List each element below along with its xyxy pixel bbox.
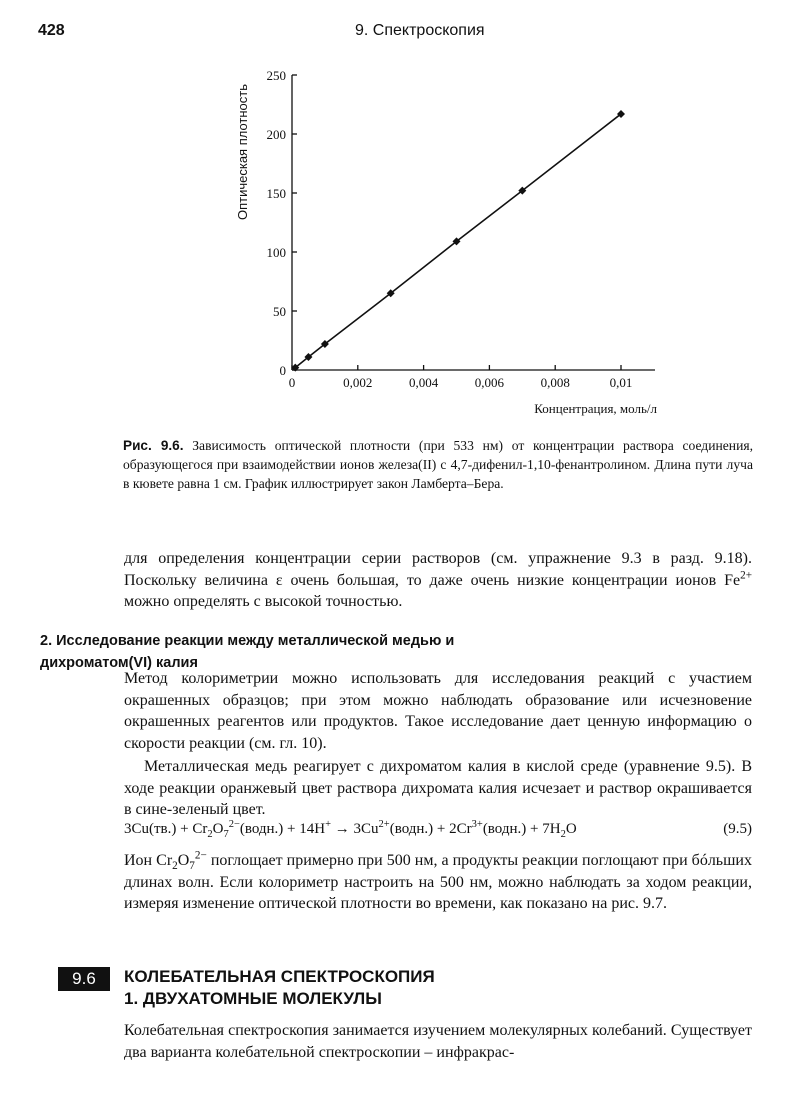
p1-text-b: можно определять с высокой точностью. bbox=[124, 593, 403, 610]
paragraph-3: Металлическая медь реагирует с дихроматом калия в кислой среде (уравнение 9.5). В ходе реакции оранжевый цвет раствора дихромата калия исчезает и раствор окрашивается в сине-зеленый цвет. bbox=[124, 758, 752, 818]
figure-caption bbox=[123, 436, 753, 493]
p4-text-b: поглощает примерно при 500 нм, а продукты реакции поглощают при бóльших длинах волн. Если колориметр настроить на 500 нм, можно наблюдать за ходом реакции, измеряя изменение оптической плотности во времени, как показано на рис. 9.7. bbox=[124, 852, 752, 912]
p1-superscript: 2+ bbox=[740, 569, 752, 582]
svg-text:50: 50 bbox=[273, 304, 286, 319]
p4-text-a: Ион Cr bbox=[124, 852, 173, 869]
svg-text:0: 0 bbox=[279, 363, 286, 378]
figure-label: Рис. 9.6. bbox=[123, 438, 184, 453]
x-axis-label: Концентрация, моль/л bbox=[534, 401, 657, 416]
section-heading bbox=[124, 966, 435, 1010]
svg-text:200: 200 bbox=[266, 127, 286, 142]
running-head: 9. Спектроскопия bbox=[355, 22, 485, 39]
svg-text:0,002: 0,002 bbox=[343, 375, 373, 390]
y-axis-label: Оптическая плотность bbox=[235, 83, 250, 221]
paragraph-1 bbox=[124, 548, 752, 613]
p1-text-a: для определения концентрации серии растворов (см. упражнение 9.3 в разд. 9.18). Поскольку величина ε очень большая, то даже очень низкие концентрации ионов Fe bbox=[124, 550, 752, 589]
equation-9-5 bbox=[124, 821, 752, 838]
page-number: 428 bbox=[38, 22, 65, 39]
paragraph-4: Ион $Cr_2O_7^{2-}$ поглощает примерно при 500 нм, а продукты реакции поглощают при бóльших длинах волн. Если колориметр настроить на 500 нм, можно наблюдать за ходом реакции, измеряя изменение оптической плотности во времени, как показано на рис. 9.7. bbox=[124, 849, 752, 912]
section-number-badge: 9.6 bbox=[58, 967, 110, 991]
subhead-line-1: 2. Исследование реакции между металлической медью и bbox=[40, 633, 455, 649]
svg-text:0,008: 0,008 bbox=[540, 375, 570, 390]
equation-number: (9.5) bbox=[723, 821, 752, 837]
section-title: КОЛЕБАТЕЛЬНАЯ СПЕКТРОСКОПИЯ bbox=[124, 967, 435, 986]
svg-text:0,004: 0,004 bbox=[408, 375, 439, 390]
paragraph-2: Метод колориметрии можно использовать для исследования реакций с участием окрашенных образцов; при этом можно наблюдать образование или исчезновение окрашенных реагентов или продуктов. Такое исследование дает ценную информацию о скорости реакции (см. гл. 10). bbox=[124, 670, 752, 752]
svg-text:100: 100 bbox=[266, 245, 286, 260]
subhead-line-2: дихроматом(VI) калия bbox=[40, 655, 198, 671]
svg-text:150: 150 bbox=[266, 186, 286, 201]
paragraph-5: Колебательная спектроскопия занимается изучением молекулярных колебаний. Существует два варианта колебательной спектроскопии – инфракрас- bbox=[124, 1022, 752, 1061]
calibration-chart bbox=[230, 60, 670, 430]
svg-text:0,01: 0,01 bbox=[609, 375, 633, 390]
equation-body: $3Cu(тв.) + Cr_2O_7^{2-}(водн.) + 14H^+$ → $3Cu^{2+}(водн.)$ + $2Cr^{3+}(водн.) + 7H_2O$ bbox=[124, 819, 577, 840]
svg-text:0,006: 0,006 bbox=[474, 375, 505, 390]
section-subtitle: 1. ДВУХАТОМНЫЕ МОЛЕКУЛЫ bbox=[124, 989, 382, 1008]
svg-text:0: 0 bbox=[288, 375, 296, 390]
figure-caption-text: Зависимость оптической плотности (при 533 нм) от концентрации раствора соединения, образующегося при взаимодействии ионов железа(II) с 4,7-дифенил-1,10-фенантролином. Длина пути луча в кювете равна 1 см. График иллюстрирует закон Ламберта–Бера. bbox=[123, 438, 754, 491]
svg-text:250: 250 bbox=[266, 68, 286, 83]
